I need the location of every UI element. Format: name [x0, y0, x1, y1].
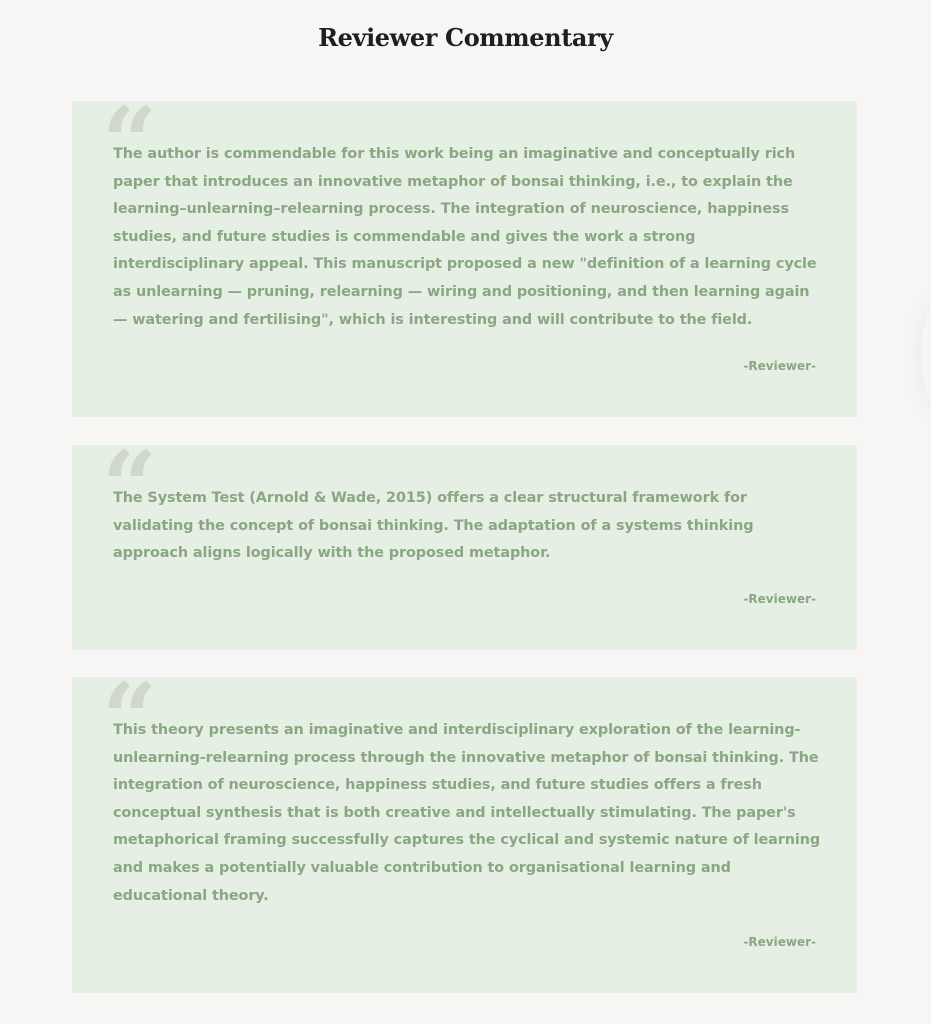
- testimonial-card: [72, 86, 857, 417]
- testimonial-card: [72, 662, 857, 993]
- testimonial-text: The author is commendable for this work being an imaginative and conceptually rich paper that introduces an innovative metaphor of bonsai thinking, i.e., to explain the learning–unlearning–relearning process. The integration of neuroscience, happiness studies, and future studies is commendable and gives the work a strong interdisciplinary appeal. This manuscript proposed a new "definition of a learning cycle as unlearning — pruning, relearning — wiring and positioning, and then learning again — watering and fertilising", which is interesting and will contribute to the field.: [113, 146, 817, 328]
- page-title: Reviewer Commentary: [318, 23, 613, 52]
- edge-shadow-decoration: [921, 300, 931, 410]
- quote-mark-icon: “: [102, 430, 158, 543]
- testimonial-attribution: -Reviewer-: [743, 592, 816, 606]
- quote-mark-icon: “: [102, 662, 158, 775]
- testimonial-attribution: -Reviewer-: [743, 359, 816, 373]
- testimonial-text: This theory presents an imaginative and interdisciplinary exploration of the learning-unlearning-relearning process through the innovative metaphor of bonsai thinking. The integration of neuroscience, happiness studies, and future studies offers a fresh conceptual synthesis that is both creative and intellectually stimulating. The paper's metaphorical framing successfully captures the cyclical and systemic nature of learning and makes a potentially valuable contribution to organisational learning and educational theory.: [113, 722, 821, 904]
- testimonial-card: [72, 430, 857, 650]
- quote-mark-icon: “: [102, 86, 158, 199]
- testimonial-attribution: -Reviewer-: [743, 935, 816, 949]
- testimonial-text: The System Test (Arnold & Wade, 2015) offers a clear structural framework for validating the concept of bonsai thinking. The adaptation of a systems thinking approach aligns logically with the proposed metaphor.: [113, 490, 754, 562]
